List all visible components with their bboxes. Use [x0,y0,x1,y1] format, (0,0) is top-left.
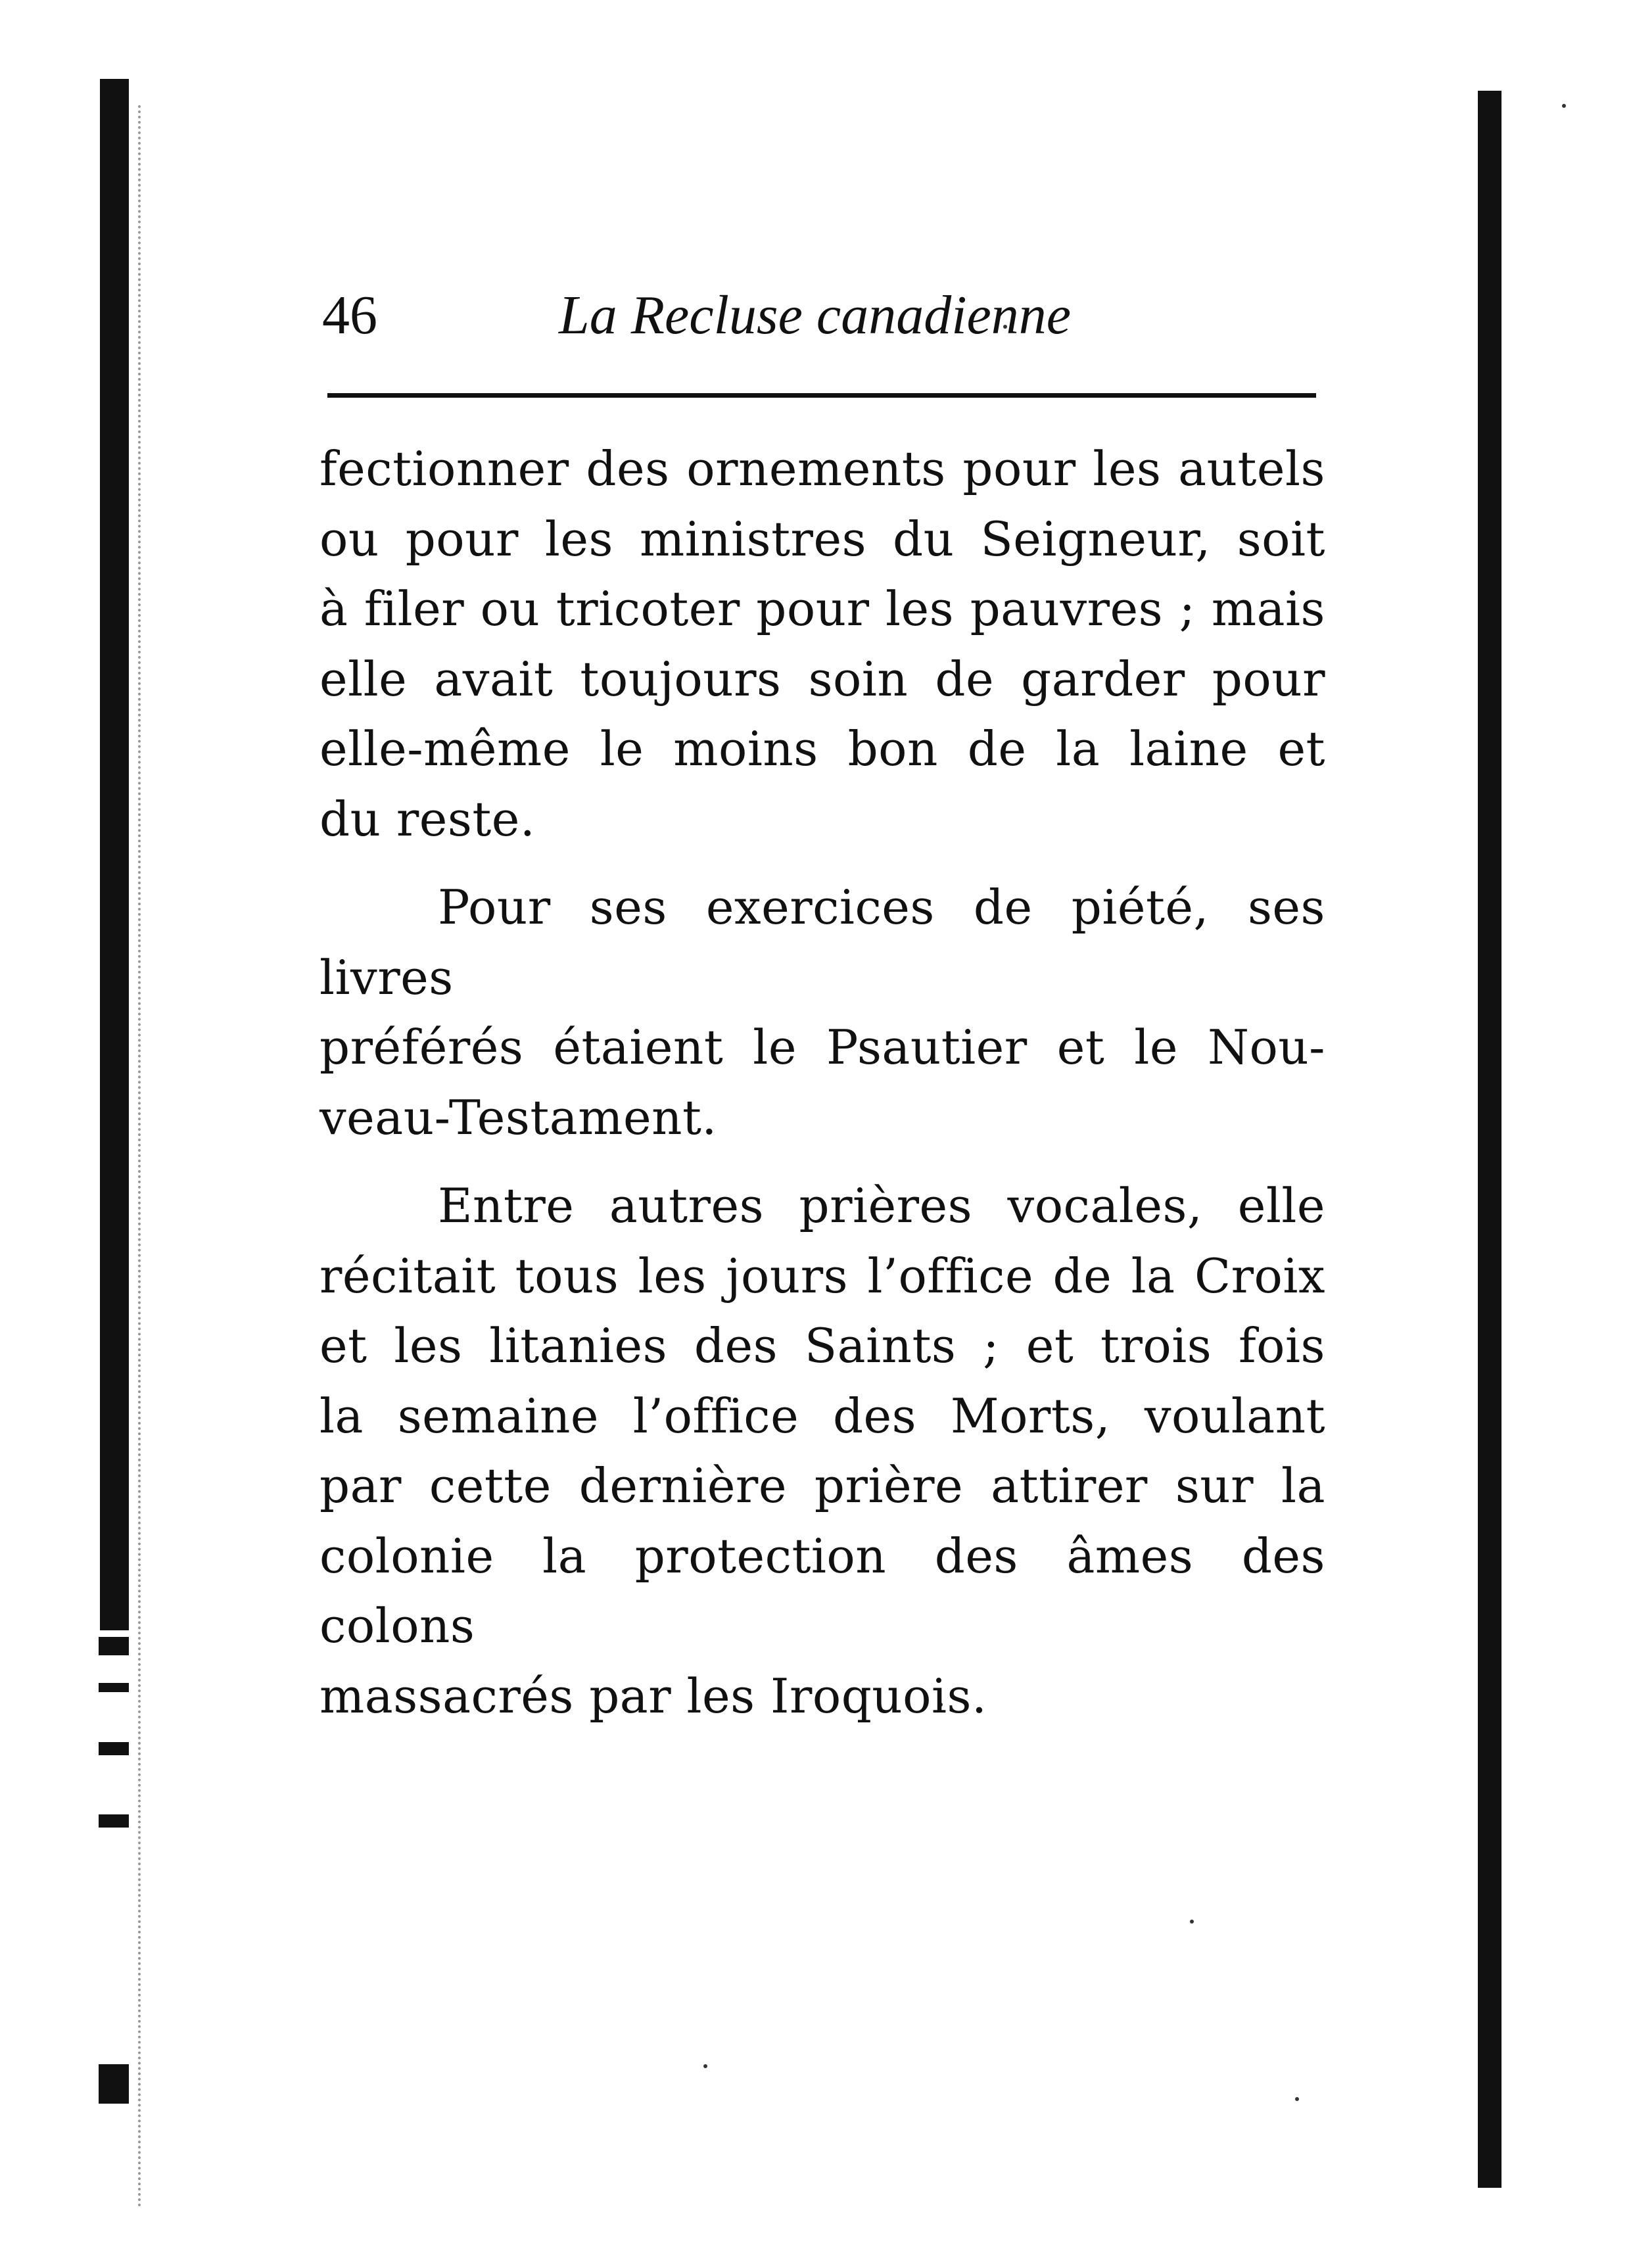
text-line: elle avait toujours soin de garder pour [319,651,1325,707]
scan-edge-right [1478,91,1501,2188]
scan-noise [138,105,145,2209]
text-line: du reste. [319,791,536,847]
text-line: préférés étaient le Psautier et le Nou- [319,1020,1325,1075]
scan-mark [99,1742,129,1755]
text-line: colonie la protection des âmes des colons [319,1528,1325,1653]
text-line: veau-Testament. [319,1089,717,1145]
text-line: Pour ses exercices de piété, ses livres [319,880,1325,1005]
scan-speck [703,2064,707,2068]
scan-edge-left [100,79,129,1630]
text-line: massacrés par les Iroquois. [319,1668,987,1724]
scan-speck [1295,2097,1299,2101]
text-line: Entre autres prières vocales, elle [438,1178,1325,1233]
text-line: ou pour les ministres du Seigneur, soit [319,511,1325,567]
text-line: la semaine l’office des Morts, voulant [319,1388,1325,1444]
running-title: La Recluse canadienne [559,285,1072,346]
paragraph [319,434,1325,854]
text-line: et les litanies des Saints ; et trois fois [319,1318,1325,1373]
scan-mark [99,1814,129,1828]
scan-mark [99,1637,129,1655]
page-number: 46 [322,285,377,346]
header-rule [327,393,1316,398]
text-line: elle-même le moins bon de la laine et [319,721,1325,776]
scan-mark [99,2064,129,2104]
running-header [316,276,1328,348]
scan-speck [1190,1920,1194,1924]
scan-mark [99,1683,129,1692]
text-line: par cette dernière prière attirer sur la [319,1458,1325,1513]
text-line: fectionner des ornements pour les autels [319,441,1325,496]
scan-speck [1562,104,1566,108]
text-line: récitait tous les jours l’office de la Croix [319,1248,1325,1304]
body-text [319,434,1325,1731]
text-line: à filer ou tricoter pour les pauvres ; mais [319,581,1325,636]
paragraph [319,872,1325,1152]
paragraph [319,1171,1325,1731]
